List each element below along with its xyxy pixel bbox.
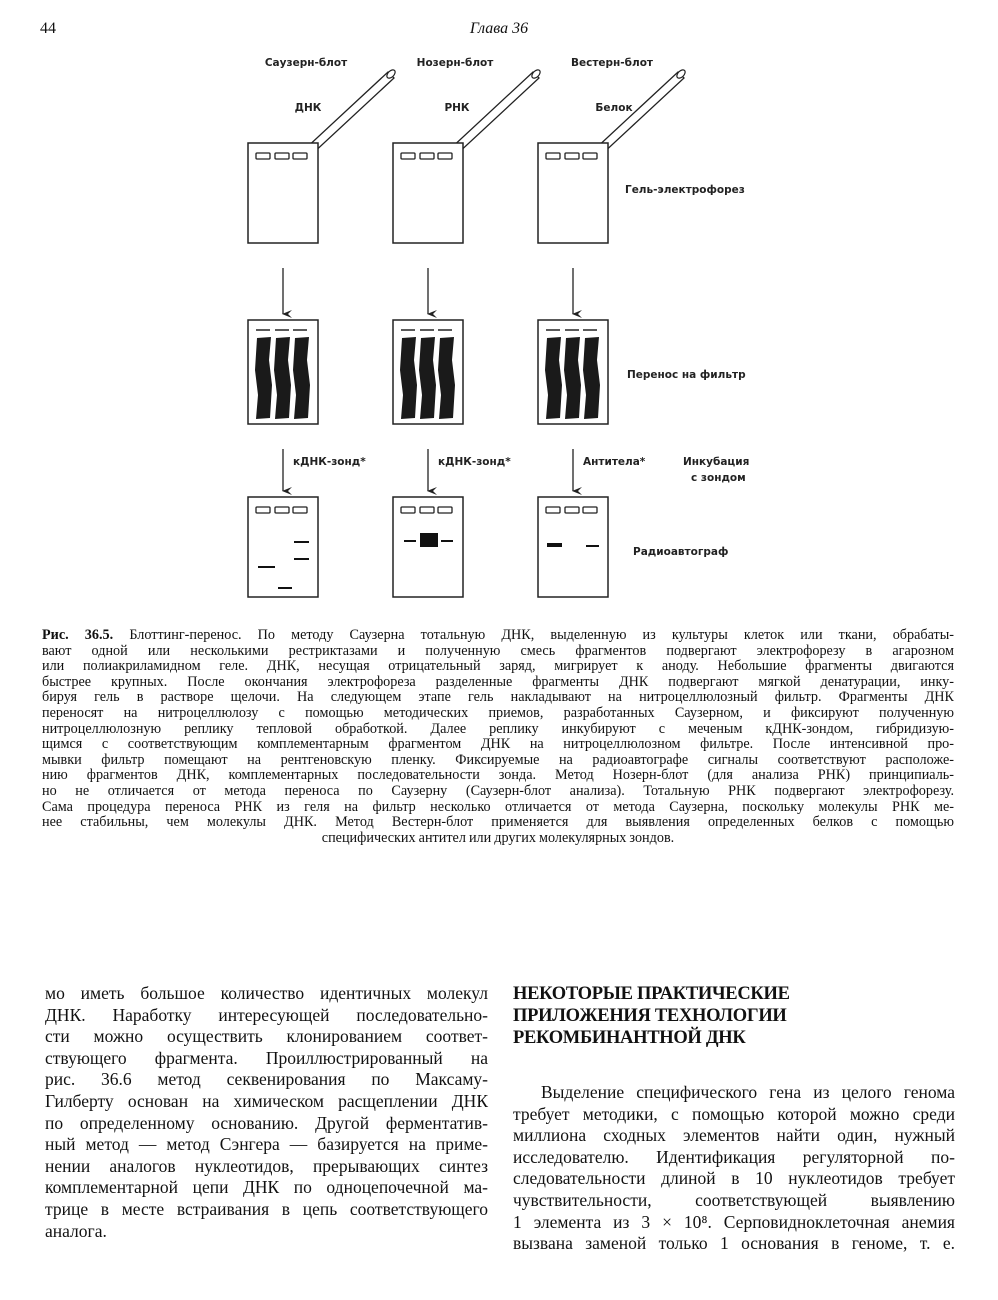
smear-band [438, 337, 455, 419]
blot-title: Нозерн-блот [416, 57, 494, 69]
caption-label: Рис. 36.5. [42, 627, 114, 643]
section-heading [513, 983, 955, 1049]
smear-band [400, 337, 417, 419]
caption-line [42, 628, 954, 644]
text-line: 1 элемента из 3 × 10⁸. Серповидноклеточная анемия [513, 1211, 955, 1232]
paragraph [513, 1082, 955, 1255]
heading-line: РЕКОМБИНАНТНОЙ ДНК [513, 1028, 746, 1048]
figure-caption [42, 628, 954, 846]
text-line: комплементарной цепи ДНК по одноцепочечной ма- [45, 1177, 488, 1198]
smear-band [274, 337, 291, 419]
smear-band [545, 337, 562, 419]
caption-line: нитроцеллюлозную реплику тепловой обработкой. Далее реплику инкубируют с меченым кДНК-зондом, гибридизую- [42, 720, 954, 737]
sample-label: ДНК [294, 102, 322, 114]
caption-line: или полиакриламидном геле. ДНК, несущая отрицательный заряд, мигрирует к аноду. Небольшие фрагменты двигаются [42, 658, 954, 675]
text-line: чувствительности, соответствующей выявлению [513, 1189, 955, 1210]
caption-line: переносят на нитроцеллюлозу с помощью методических приемов, разработанных Саузерном, и фиксируют полученную [42, 704, 954, 721]
band [420, 533, 438, 547]
text-line: нении аналогов нуклеотидов, прерывающих синтез [45, 1155, 488, 1176]
caption-line: нию фрагментов ДНК, комплементарных последовательности зонда. Метод Нозерн-блот (для анализа РНК) принципиаль- [42, 767, 954, 784]
caption-line: нее стабильны, чем молекулы ДНК. Метод Вестерн-блот применяется для выявления определенных белков с помощью [42, 814, 954, 831]
sample-label: РНК [444, 102, 470, 114]
smear-band [255, 337, 272, 419]
band [586, 545, 599, 547]
text-line: аналога. [45, 1220, 107, 1241]
caption-line: щимся с соответствующим комплементарным фрагментом ДНК на нитроцеллюлозном фильтре. После интенсивной про- [42, 736, 954, 753]
text-line: требует методики, с помощью которой можно среди [513, 1103, 955, 1124]
text-line: Гилберту основан на химическом расщеплении ДНК [45, 1090, 488, 1111]
blot-column [538, 57, 687, 597]
caption-line: Сама процедура переноса РНК из геля на фильтр несколько отличается от метода Саузерна, поскольку молекулы РНК ме- [42, 798, 954, 815]
caption-line: специфических антител или других молекулярных зондов. [321, 829, 675, 846]
step-label-electrophoresis: Гель-электрофорез [625, 184, 745, 196]
blot-column [393, 57, 542, 597]
text-line: по определенному основанию. Другой ферментатив- [45, 1112, 488, 1133]
band [404, 540, 416, 542]
band [294, 541, 309, 543]
caption-line: мывки фильтр помещают на рентгеновскую пленку. Фиксируемые на радиоавтографе сигналы соответствуют расположе- [42, 751, 954, 768]
step-label-autoradiograph: Радиоавтограф [633, 546, 729, 558]
smear-band [419, 337, 436, 419]
band [547, 543, 562, 547]
band [441, 540, 453, 542]
caption-line: но не отличается от метода переноса по Саузерну (Саузерн-блот анализа). Тотальную РНК подвергают электрофорезу. [42, 782, 954, 799]
text-line: следовательности длиной в 10 нуклеотидов требует [513, 1168, 955, 1189]
step-label-incubation-2: с зондом [691, 472, 746, 484]
page-number: 44 [40, 20, 56, 37]
text-line: мо иметь большое количество идентичных молекул [45, 983, 488, 1003]
caption-line: быстрее крупных. После окончания электрофореза разделенные фрагменты ДНК подвергают мягкой денатурации, инку- [42, 673, 954, 690]
band [294, 558, 309, 560]
smear-band [583, 337, 600, 419]
chapter-title: Глава 36 [469, 20, 529, 37]
blotting-diagram [0, 0, 998, 620]
text-line: рис. 36.6 метод секвенирования по Максаму- [45, 1069, 488, 1090]
step-label-incubation: Инкубация [683, 456, 750, 468]
text-line: исследователю. Идентификация регуляторной по- [513, 1146, 955, 1167]
band [278, 587, 292, 589]
text-line: трице в месте встраивания в цепь соответствующего [45, 1198, 488, 1219]
text-line: ствующего фрагмента. Проиллюстрированный на [45, 1047, 488, 1068]
left-column [45, 983, 488, 1242]
caption-line: вают одной или несколькими рестриктазами и полученную смесь фрагментов подвергают электрофорезу в агарозном [42, 642, 954, 659]
heading-line: НЕКОТОРЫЕ ПРАКТИЧЕСКИЕ [513, 984, 790, 1004]
sample-label: Белок [595, 102, 633, 114]
text-line: сти можно осуществить клонированием соответ- [45, 1026, 488, 1047]
smear-band [564, 337, 581, 419]
probe-label: Антитела* [583, 456, 646, 468]
text-line: миллиона сходных элементов найти один, нужный [513, 1125, 955, 1146]
text-line: ный метод — метод Сэнгера — базируется на приме- [45, 1134, 488, 1155]
probe-label: кДНК-зонд* [438, 456, 511, 468]
smear-band [293, 337, 310, 419]
right-column [513, 983, 955, 1255]
blot-column [248, 57, 397, 597]
text-line: ДНК. Наработку интересующей последовательно- [45, 1004, 488, 1025]
text-line: вызвана заменой только 1 основания в геноме, т. е. [513, 1233, 955, 1254]
text-line: Выделение специфического гена из целого генома [541, 1082, 955, 1102]
heading-line: ПРИЛОЖЕНИЯ ТЕХНОЛОГИИ [513, 1006, 787, 1026]
step-label-transfer: Перенос на фильтр [627, 369, 746, 381]
caption-text: Блоттинг-перенос. По методу Саузерна тотальную ДНК, выделенную из культуры клеток или ткани, обрабаты- [129, 627, 955, 643]
probe-label: кДНК-зонд* [293, 456, 366, 468]
blot-title: Вестерн-блот [570, 57, 654, 69]
blot-title: Саузерн-блот [264, 57, 348, 69]
caption-line: бируя гель в растворе щелочи. На следующем этапе гель накладывают на нитроцеллюлозный фильтр. Фрагменты ДНК [42, 689, 954, 706]
band [258, 566, 275, 568]
